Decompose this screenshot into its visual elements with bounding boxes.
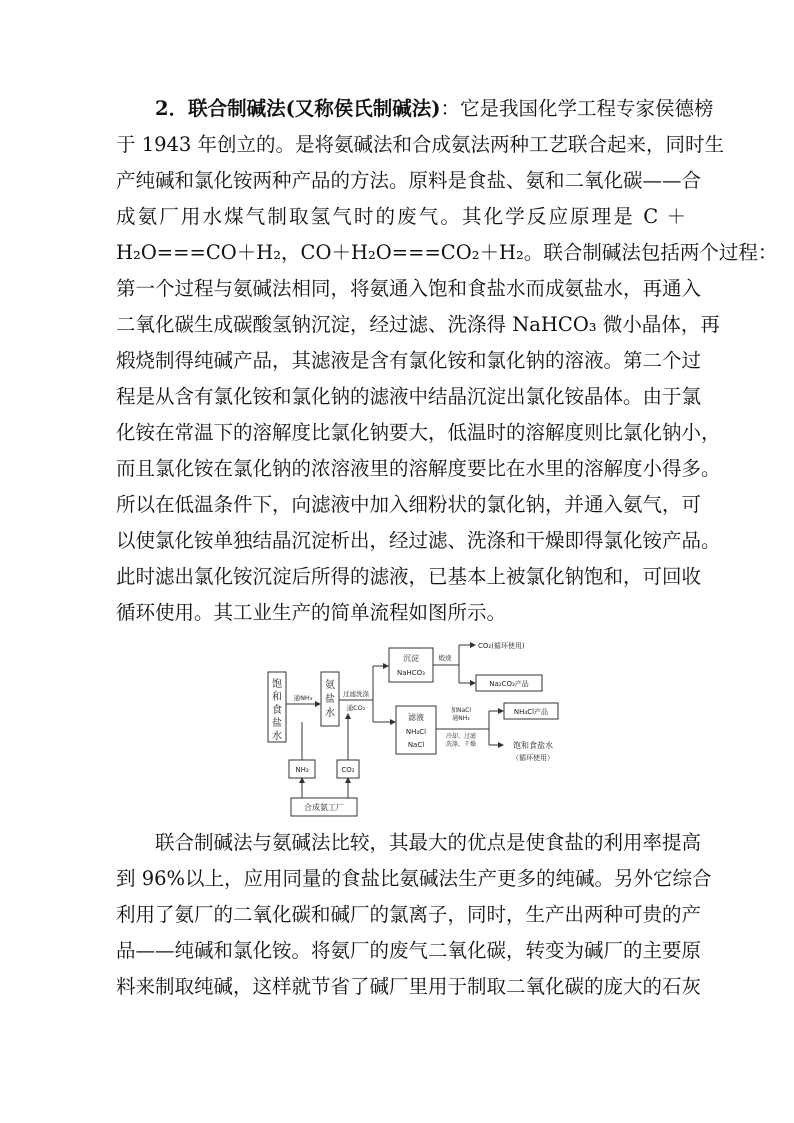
paragraph-line: 第一个过程与氨碱法相同，将氨通入饱和食盐水而成氨盐水，再通入 xyxy=(116,277,702,300)
paragraph-line xyxy=(116,91,714,127)
svg-text:盐: 盐 xyxy=(325,694,335,705)
paragraph-line: 所以在低温条件下，向滤液中加入细粉状的氯化钠，并通入氨气，可 xyxy=(116,493,702,516)
paragraph-line: 二氧化碳生成碳酸氢钠沉淀，经过滤、洗涤得 NaHCO₃ 微小晶体，再 xyxy=(116,313,720,336)
paragraph-line: 到 96%以上，应用同量的食盐比氨碱法生产更多的纯碱。另外它综合 xyxy=(116,867,712,890)
filtrate-label-4: 洗涤、干燥 xyxy=(445,741,477,748)
svg-text:沉淀: 沉淀 xyxy=(403,654,419,663)
nh3-box xyxy=(289,760,315,778)
svg-text:氨: 氨 xyxy=(325,680,335,691)
closing-paragraph xyxy=(116,825,712,1005)
svg-text:CO₂: CO₂ xyxy=(341,766,355,774)
process-flow-diagram xyxy=(263,632,593,822)
paragraph-line: 煅烧制得纯碱产品，其滤液是含有氯化铵和氯化钠的溶液。第二个过 xyxy=(116,349,702,372)
filtrate-label-1: 加NaCl xyxy=(450,707,472,714)
svg-text:合成氨工厂: 合成氨工厂 xyxy=(304,803,344,812)
section-number: 2． xyxy=(155,97,189,120)
paragraph-line: 以使氯化铵单独结晶沉淀析出，经过滤、洗涤和干燥即得氯化铵产品。 xyxy=(116,529,721,552)
svg-text:Na₂CO₃产品: Na₂CO₃产品 xyxy=(489,680,529,688)
svg-text:NaCl: NaCl xyxy=(407,741,425,749)
filtrate-box xyxy=(396,706,436,754)
paragraph-line: 程是从含有氯化铵和氯化钠的滤液中结晶沉淀出氯化铵晶体。由于氯 xyxy=(116,385,702,408)
paragraph-line: 于 1943 年创立的。是将氨碱法和合成氨法两种工艺联合起来，同时生 xyxy=(116,133,725,156)
paragraph-line: 此时滤出氯化铵沉淀后所得的滤液，已基本上被氯化钠饱和，可回收 xyxy=(116,565,702,588)
svg-text:和: 和 xyxy=(272,692,282,703)
paragraph-line: 料来制取纯碱，这样就节省了碱厂里用于制取二氧化碳的庞大的石灰 xyxy=(116,975,702,998)
svg-text:NH₃: NH₃ xyxy=(295,766,309,774)
nh4cl-box xyxy=(504,703,558,719)
filtrate-label-3: 冷却、过滤 xyxy=(445,733,477,740)
svg-text:食: 食 xyxy=(272,705,282,716)
brine-box xyxy=(268,672,286,742)
filtrate-label-2: 通NH₃ xyxy=(452,715,470,722)
svg-text:NH₄Cl: NH₄Cl xyxy=(405,728,427,736)
precipitate-box xyxy=(389,648,433,682)
brine-recycle-1: 饱和食盐水 xyxy=(513,741,553,750)
svg-text:水: 水 xyxy=(272,731,282,742)
svg-text:NaHCO₃: NaHCO₃ xyxy=(397,669,425,677)
paragraph-line: 产纯碱和氯化铵两种产品的方法。原料是食盐、氨和二氧化碳——合 xyxy=(116,169,702,192)
paragraph-line: 利用了氨厂的二氧化碳和碱厂的氯离子，同时，生产出两种可贵的产 xyxy=(116,903,702,926)
co2-box xyxy=(337,760,359,778)
svg-text:滤液: 滤液 xyxy=(408,713,424,722)
svg-text:NH₄Cl产品: NH₄Cl产品 xyxy=(513,708,549,716)
paragraph-line: 循环使用。其工业生产的简单流程如图所示。 xyxy=(116,601,507,624)
arrow-2-label-top: 过滤洗涤 xyxy=(343,690,369,698)
paragraph-line: 化铵在常温下的溶解度比氯化钠要大，低温时的溶解度则比氯化钠小， xyxy=(116,421,721,444)
svg-text:水: 水 xyxy=(325,708,335,719)
na2co3-box xyxy=(476,675,542,691)
svg-text:盐: 盐 xyxy=(272,718,282,729)
brine-recycle-2: （循环使用） xyxy=(512,754,554,762)
paragraph-line: 而且氯化铵在氯化钠的浓溶液里的溶解度要比在水里的溶解度小得多。 xyxy=(116,457,721,480)
arrow-1-label: 通NH₃ xyxy=(293,694,313,702)
paragraph-line: 品——纯碱和氯化铵。将氨厂的废气二氧化碳，转变为碱厂的主要原 xyxy=(116,939,702,962)
section-paragraph xyxy=(116,91,778,631)
section-title: 联合制碱法(又称侯氏制碱法) xyxy=(188,97,441,120)
paragraph-line: H₂O===CO＋H₂，CO＋H₂O===CO₂＋H₂。联合制碱法包括两个过程： xyxy=(116,241,778,264)
co2-output: CO₂(循环使用) xyxy=(478,642,525,650)
ammonia-plant-box xyxy=(291,798,357,816)
calcine-label: 煅烧 xyxy=(438,654,452,662)
intro-line-0: ：它是我国化学工程专家侯德榜 xyxy=(440,97,714,120)
paragraph-line: 成氨厂用水煤气制取氢气时的废气。其化学反应原理是 C ＋ xyxy=(116,205,686,228)
svg-text:饱: 饱 xyxy=(272,679,282,690)
paragraph-line: 联合制碱法与氨碱法比较，其最大的优点是使食盐的利用率提高 xyxy=(155,831,702,854)
ammonia-brine-box xyxy=(321,672,339,726)
arrow-2-label-bottom: 通CO₂ xyxy=(346,704,366,712)
